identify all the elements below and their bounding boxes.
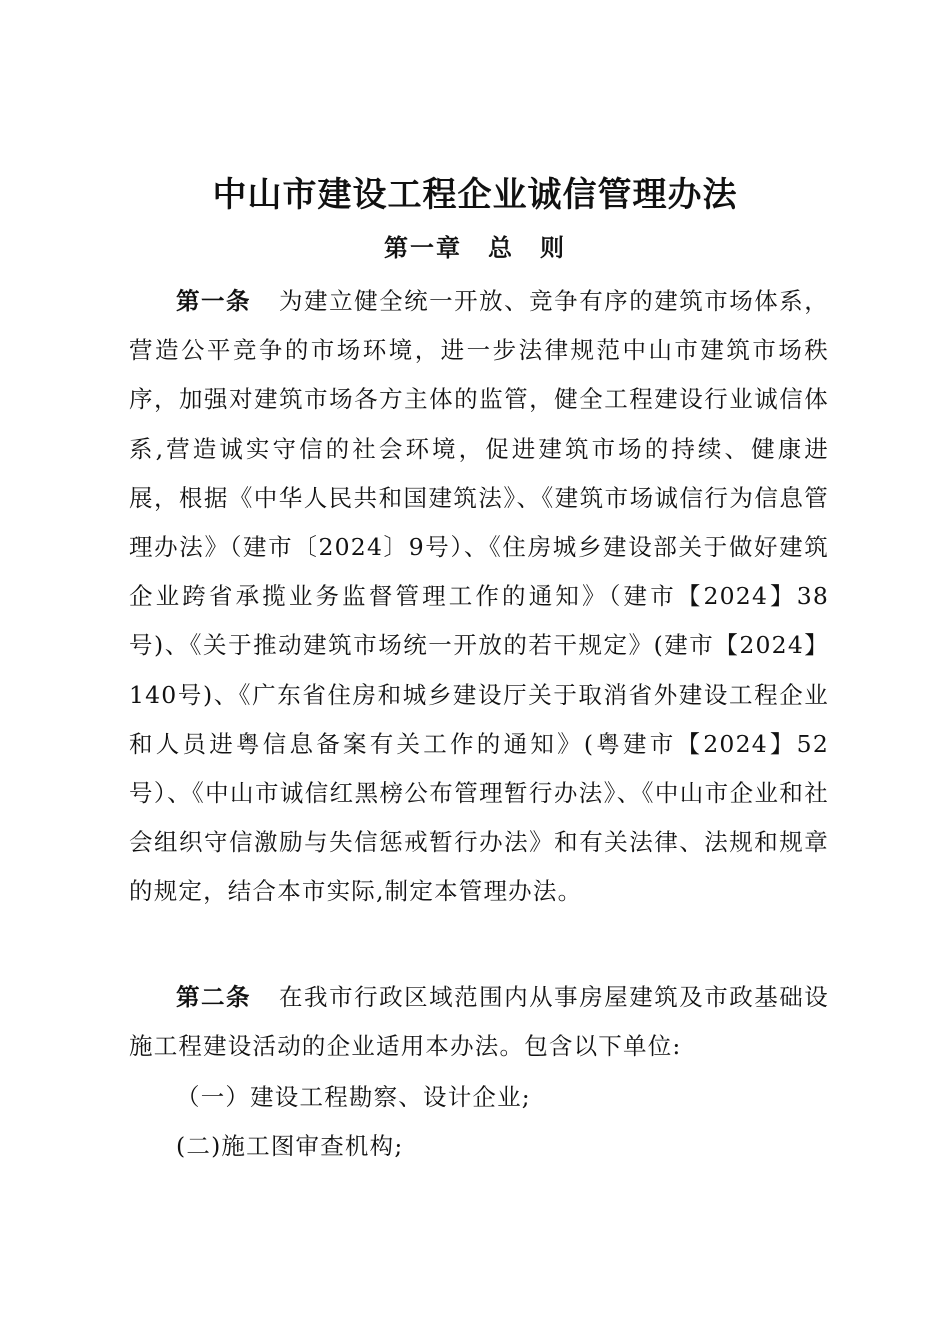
chapter-heading: 第一章 总 则 xyxy=(384,233,566,262)
article-2 xyxy=(129,973,829,1071)
article-1-text: 为建立健全统一开放、竞争有序的建筑市场体系，营造公平竞争的市场环境，进一步法律规范中山市建筑市场秩序，加强对建筑市场各方主体的监管，健全工程建设行业诚信体系,营造诚实守信的社会环境，促进建筑市场的持续、健康进展，根据《中华人民共和国建筑法》、《建筑市场诚信行为信息管理办法》（建市〔2024〕9号）、《住房城乡建设部关于做好建筑企业跨省承揽业务监督管理工作的通知》（建市【2024】38号)、《关于推动建筑市场统一开放的若干规定》(建市【2024】140号)、《广东省住房和城乡建设厅关于取消省外建设工程企业和人员进粤信息备案有关工作的通知》(粤建市【2024】52号）、《中山市诚信红黑榜公布管理暂行办法》、《中山市企业和社会组织守信激励与失信惩戒暂行办法》和有关法律、法规和规章的规定，结合本市实际,制定本管理办法。 xyxy=(129,287,829,906)
article-2-label: 第二条 xyxy=(176,983,252,1011)
list-item: (二)施工图审查机构; xyxy=(176,1132,404,1160)
article-1 xyxy=(129,277,829,917)
list-item: （一）建设工程勘察、设计企业; xyxy=(176,1083,531,1111)
article-2-text: 在我市行政区域范围内从事房屋建筑及市政基础设施工程建设活动的企业适用本办法。包含以下单位: xyxy=(129,983,829,1061)
document-title: 中山市建设工程企业诚信管理办法 xyxy=(212,175,738,215)
article-1-label: 第一条 xyxy=(176,287,252,315)
